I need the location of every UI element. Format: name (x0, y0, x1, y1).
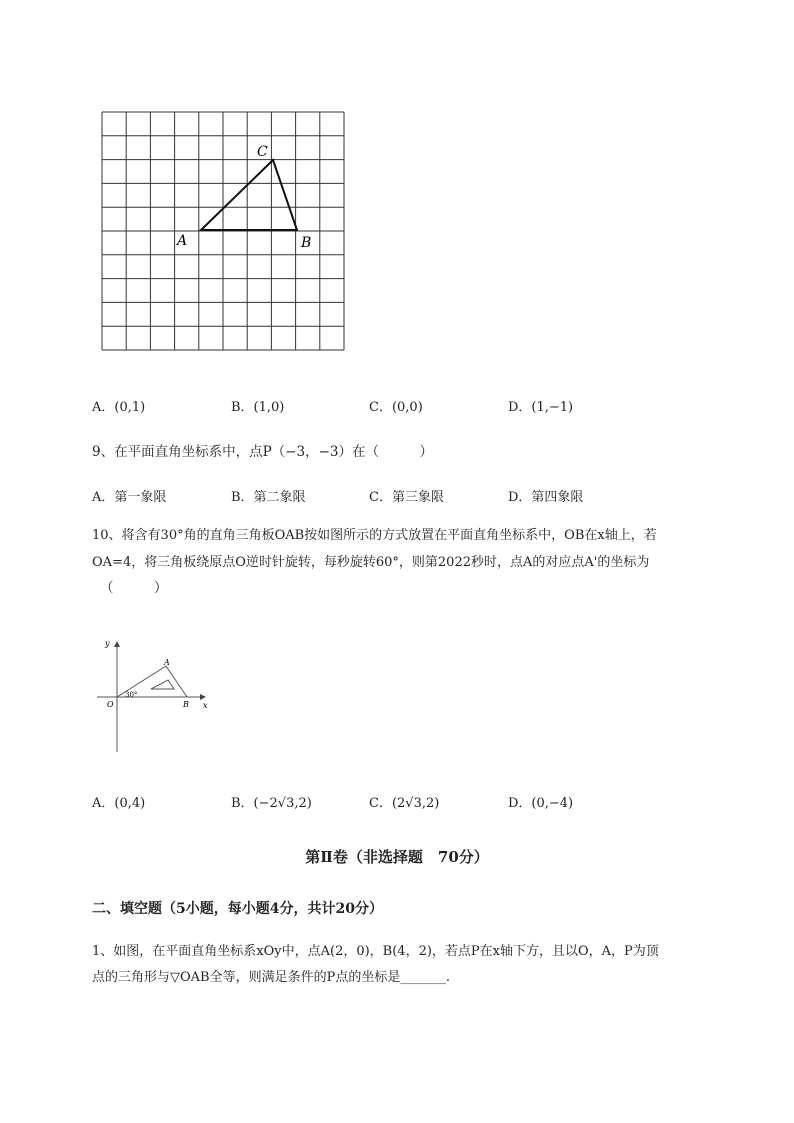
q10-option-b[interactable]: B．(−2√3,2) (231, 796, 312, 811)
q10-figure (95, 630, 220, 756)
q8-option-b[interactable]: B．(1,0) (231, 400, 285, 415)
part-title: 二、填空题（5小题，每小题4分，共计20分） (92, 901, 383, 917)
q9-option-b[interactable]: B．第二象限 (231, 490, 306, 505)
q8-option-d[interactable]: D．(1,−1) (508, 400, 574, 415)
label-a: A (177, 233, 188, 249)
fill-q1-line-1: 1、如图，在平面直角坐标系xOy中，点A(2，0)，B(4，2)，若点P在x轴下方，且以O，A，P为顶 (92, 944, 659, 959)
q9-option-c[interactable]: C．第三象限 (369, 490, 444, 505)
inner-triangle (151, 680, 174, 689)
label-c: C (257, 144, 268, 160)
label-b: B (301, 235, 312, 251)
q8-option-a[interactable]: A．(0,1) (92, 400, 146, 415)
q10-option-d[interactable]: D．(0,−4) (508, 796, 574, 811)
q10-line-1: 10、将含有30°角的直角三角板OAB按如图所示的方式放置在平面直角坐标系中，OB在x轴上，若 (92, 528, 657, 543)
q10-line-2: OA=4，将三角板绕原点O逆时针旋转，每秒旋转60°，则第2022秒时，点A的对应点A'的坐标为 (92, 555, 650, 570)
origin-label: O (107, 700, 114, 709)
q9-question: 9、在平面直角坐标系中，点P（−3，−3）在（ ） (92, 444, 433, 460)
point-a-label: A (164, 658, 170, 667)
y-axis-label: y (105, 639, 110, 648)
q8-options (92, 396, 732, 416)
fill-q1-line-2: 点的三角形与▽OAB全等，则满足条件的P点的坐标是_______. (92, 970, 450, 985)
q10-option-c[interactable]: C．(2√3,2) (369, 796, 440, 811)
q8-option-c[interactable]: C．(0,0) (369, 400, 423, 415)
point-b-label: B (183, 700, 189, 709)
grid-figure (100, 110, 348, 354)
q10-options (92, 792, 732, 812)
q9-options (92, 486, 732, 506)
q9-option-d[interactable]: D．第四象限 (508, 490, 584, 505)
triangle-abc (201, 160, 297, 230)
q10-line-3: （ ） (100, 580, 168, 596)
q10-option-a[interactable]: A．(0,4) (92, 796, 146, 811)
x-axis-label: x (203, 701, 208, 710)
q9-option-a[interactable]: A．第一象限 (92, 490, 167, 505)
angle-label: 30° (125, 691, 138, 699)
section-title: 第Ⅱ卷（非选择题 70分） (305, 848, 489, 866)
